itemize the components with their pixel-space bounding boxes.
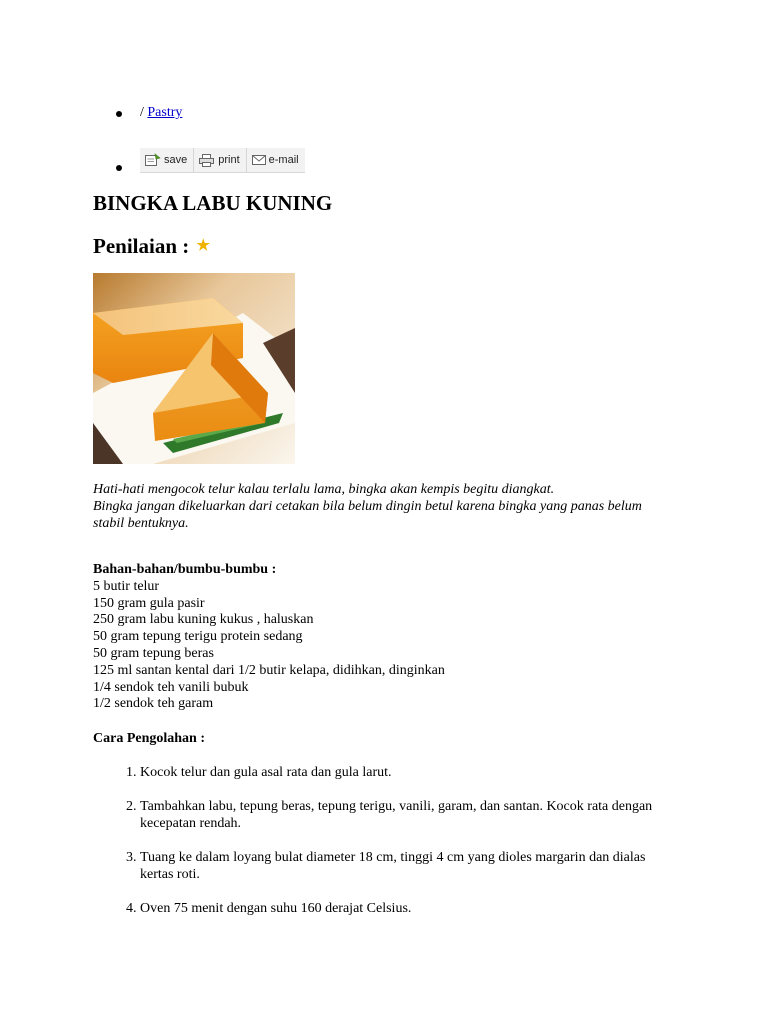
method-step: 2. Tambahkan labu, tepung beras, tepung terigu, vanili, garam, dan santan. Kocok rata dengan kecepatan rendah.	[140, 798, 663, 832]
save-icon	[144, 153, 162, 167]
note-line: Hati-hati mengocok telur kalau terlalu lama, bingka akan kempis begitu diangkat.	[93, 482, 555, 497]
recipe-title: BINGKA LABU KUNING	[93, 191, 333, 215]
ingredients-section	[93, 562, 663, 713]
method-step: 4. Oven 75 menit dengan suhu 160 derajat Celsius.	[140, 900, 663, 917]
method-steps	[93, 764, 663, 917]
ingredient-item: 150 gram gula pasir	[93, 595, 205, 611]
ingredient-item: 50 gram tepung terigu protein sedang	[93, 629, 303, 645]
action-toolbar	[140, 148, 305, 173]
ingredient-item: 5 butir telur	[93, 578, 160, 594]
action-toolbar-row	[93, 148, 663, 174]
rating-row	[93, 233, 663, 259]
recipe-page	[93, 104, 663, 934]
save-label: save	[164, 153, 188, 166]
breadcrumb-link-category[interactable]: Pastry	[147, 105, 183, 120]
top-list	[93, 104, 663, 174]
method-label: Cara Pengolahan :	[93, 731, 205, 747]
ingredient-item: 250 gram labu kuning kukus , haluskan	[93, 612, 314, 628]
method-step: 3. Tuang ke dalam loyang bulat diameter 18 cm, tinggi 4 cm yang dioles margarin dan dialas kertas roti.	[140, 849, 663, 883]
ingredients-label: Bahan-bahan/bumbu-bumbu :	[93, 562, 277, 577]
method-step: 1. Kocok telur dan gula asal rata dan gula larut.	[140, 764, 663, 781]
ingredient-item: 50 gram tepung beras	[93, 645, 214, 661]
print-icon	[198, 153, 216, 167]
ingredient-item: 125 ml santan kental dari 1/2 butir kelapa, didihkan, dinginkan	[93, 662, 445, 678]
print-label: print	[218, 153, 240, 166]
recipe-note	[93, 481, 663, 532]
ingredient-item: 1/4 sendok teh vanili bubuk	[93, 679, 249, 695]
rating-label: Penilaian :	[93, 234, 190, 258]
print-button[interactable]	[193, 148, 245, 172]
breadcrumb	[93, 104, 663, 124]
save-button[interactable]	[140, 148, 193, 172]
email-icon	[251, 153, 267, 167]
email-button[interactable]	[246, 148, 305, 172]
email-label: e-mail	[268, 153, 299, 166]
bullet-icon	[116, 111, 122, 117]
star-icon: ★	[196, 238, 210, 254]
recipe-photo	[93, 273, 295, 464]
bullet-icon	[116, 165, 122, 171]
ingredient-item: 1/2 sendok teh garam	[93, 696, 214, 712]
breadcrumb-separator: /	[140, 105, 144, 120]
note-line: Bingka jangan dikeluarkan dari cetakan bila belum dingin betul karena bingka yang panas belum stabil bentuknya.	[93, 499, 642, 531]
